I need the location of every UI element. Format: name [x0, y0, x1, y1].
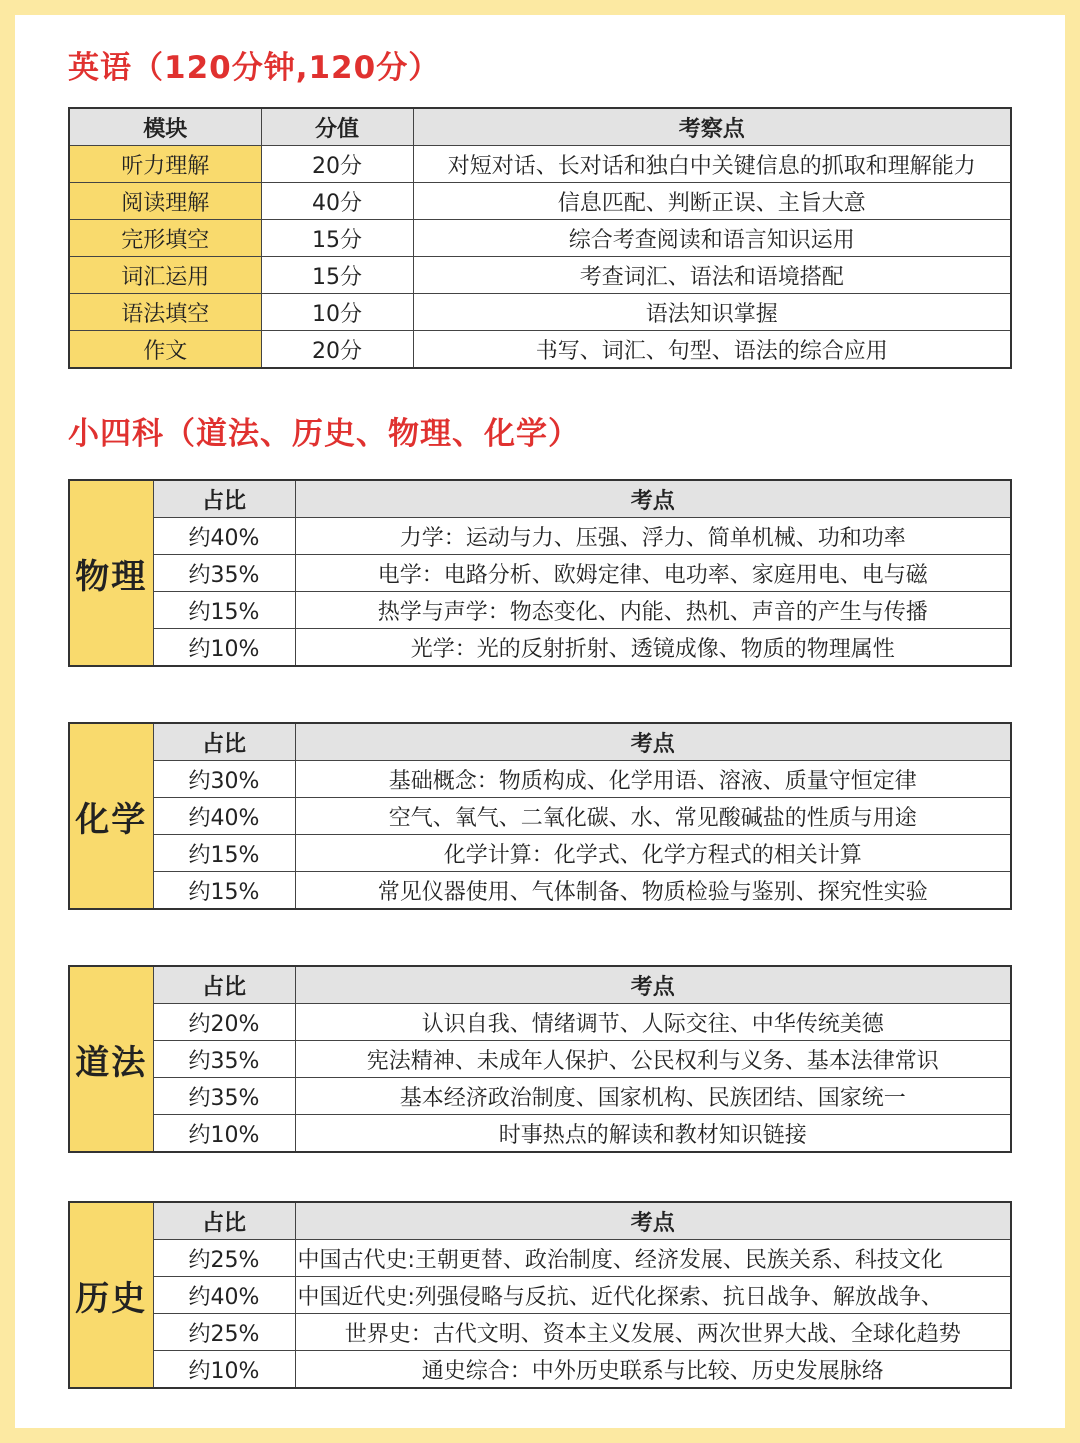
- table-row: [69, 183, 1011, 220]
- module-name: 完形填空: [69, 220, 261, 257]
- ratio-cell: 约10%: [153, 1115, 295, 1153]
- module-score: 10分: [261, 294, 413, 331]
- module-name: 词汇运用: [69, 257, 261, 294]
- module-name: 阅读理解: [69, 183, 261, 220]
- module-name: 听力理解: [69, 146, 261, 183]
- points-cell: 化学计算：化学式、化学方程式的相关计算: [295, 835, 1011, 872]
- ratio-cell: 约35%: [153, 1078, 295, 1115]
- ratio-cell: 约10%: [153, 1351, 295, 1389]
- header-points: 考察点: [413, 108, 1011, 146]
- header-ratio: 占比: [153, 1202, 295, 1240]
- header-points: 考点: [295, 480, 1011, 518]
- points-cell: 常见仪器使用、气体制备、物质检验与鉴别、探究性实验: [295, 872, 1011, 910]
- ratio-cell: 约15%: [153, 872, 295, 910]
- table-row: [69, 1115, 1011, 1153]
- table-row: [69, 592, 1011, 629]
- subject-name: 历史: [69, 1202, 153, 1388]
- module-score: 15分: [261, 257, 413, 294]
- ratio-cell: 约30%: [153, 761, 295, 798]
- table-row: [69, 331, 1011, 369]
- points-cell: 光学：光的反射折射、透镜成像、物质的物理属性: [295, 629, 1011, 667]
- table-row: [69, 518, 1011, 555]
- ratio-cell: 约35%: [153, 555, 295, 592]
- points-cell: 空气、氧气、二氧化碳、水、常见酸碱盐的性质与用途: [295, 798, 1011, 835]
- physics-table: [68, 479, 1012, 667]
- table-row: [69, 294, 1011, 331]
- ratio-cell: 约25%: [153, 1314, 295, 1351]
- header-points: 考点: [295, 723, 1011, 761]
- header-module: 模块: [69, 108, 261, 146]
- module-score: 20分: [261, 146, 413, 183]
- points-cell: 电学：电路分析、欧姆定律、电功率、家庭用电、电与磁: [295, 555, 1011, 592]
- history-table: [68, 1201, 1012, 1389]
- table-header-row: [69, 723, 1011, 761]
- points-cell: 中国古代史:王朝更替、政治制度、经济发展、民族关系、科技文化: [295, 1240, 1011, 1277]
- module-points: 对短对话、长对话和独白中关键信息的抓取和理解能力: [413, 146, 1011, 183]
- table-row: [69, 220, 1011, 257]
- header-points: 考点: [295, 1202, 1011, 1240]
- ratio-cell: 约15%: [153, 835, 295, 872]
- table-header-row: [69, 1202, 1011, 1240]
- module-points: 考查词汇、语法和语境搭配: [413, 257, 1011, 294]
- table-row: [69, 1240, 1011, 1277]
- header-points: 考点: [295, 966, 1011, 1004]
- table-row: [69, 629, 1011, 667]
- ratio-cell: 约40%: [153, 1277, 295, 1314]
- points-cell: 宪法精神、未成年人保护、公民权利与义务、基本法律常识: [295, 1041, 1011, 1078]
- table-row: [69, 1078, 1011, 1115]
- module-score: 20分: [261, 331, 413, 369]
- table-header-row: [69, 966, 1011, 1004]
- points-cell: 力学：运动与力、压强、浮力、简单机械、功和功率: [295, 518, 1011, 555]
- module-points: 语法知识掌握: [413, 294, 1011, 331]
- table-row: [69, 798, 1011, 835]
- header-score: 分值: [261, 108, 413, 146]
- table-row: [69, 761, 1011, 798]
- table-row: [69, 1041, 1011, 1078]
- module-points: 综合考查阅读和语言知识运用: [413, 220, 1011, 257]
- ratio-cell: 约15%: [153, 592, 295, 629]
- points-cell: 认识自我、情绪调节、人际交往、中华传统美德: [295, 1004, 1011, 1041]
- subject-name: 物理: [69, 480, 153, 666]
- points-cell: 热学与声学：物态变化、内能、热机、声音的产生与传播: [295, 592, 1011, 629]
- header-ratio: 占比: [153, 723, 295, 761]
- module-score: 15分: [261, 220, 413, 257]
- module-name: 语法填空: [69, 294, 261, 331]
- ratio-cell: 约25%: [153, 1240, 295, 1277]
- table-row: [69, 872, 1011, 910]
- points-cell: 基本经济政治制度、国家机构、民族团结、国家统一: [295, 1078, 1011, 1115]
- points-cell: 基础概念：物质构成、化学用语、溶液、质量守恒定律: [295, 761, 1011, 798]
- table-row: [69, 555, 1011, 592]
- table-row: [69, 1351, 1011, 1389]
- module-name: 作文: [69, 331, 261, 369]
- english-table: [68, 107, 1012, 369]
- english-section-title: 英语（120分钟,120分）: [68, 50, 441, 86]
- table-header-row: [69, 480, 1011, 518]
- ratio-cell: 约35%: [153, 1041, 295, 1078]
- header-ratio: 占比: [153, 480, 295, 518]
- points-cell: 世界史：古代文明、资本主义发展、两次世界大战、全球化趋势: [295, 1314, 1011, 1351]
- points-cell: 时事热点的解读和教材知识链接: [295, 1115, 1011, 1153]
- points-cell: 通史综合：中外历史联系与比较、历史发展脉络: [295, 1351, 1011, 1389]
- table-header-row: [69, 108, 1011, 146]
- subject-name: 化学: [69, 723, 153, 909]
- ratio-cell: 约40%: [153, 798, 295, 835]
- table-row: [69, 1277, 1011, 1314]
- table-row: [69, 146, 1011, 183]
- ratio-cell: 约20%: [153, 1004, 295, 1041]
- points-cell: 中国近代史:列强侵略与反抗、近代化探索、抗日战争、解放战争、: [295, 1277, 1011, 1314]
- subject-name: 道法: [69, 966, 153, 1152]
- module-points: 信息匹配、判断正误、主旨大意: [413, 183, 1011, 220]
- header-ratio: 占比: [153, 966, 295, 1004]
- module-score: 40分: [261, 183, 413, 220]
- table-row: [69, 257, 1011, 294]
- table-row: [69, 1314, 1011, 1351]
- table-row: [69, 1004, 1011, 1041]
- module-points: 书写、词汇、句型、语法的综合应用: [413, 331, 1011, 369]
- table-row: [69, 835, 1011, 872]
- chemistry-table: [68, 722, 1012, 910]
- small-four-section-title: 小四科（道法、历史、物理、化学）: [68, 416, 580, 452]
- ratio-cell: 约40%: [153, 518, 295, 555]
- ratio-cell: 约10%: [153, 629, 295, 667]
- morality-law-table: [68, 965, 1012, 1153]
